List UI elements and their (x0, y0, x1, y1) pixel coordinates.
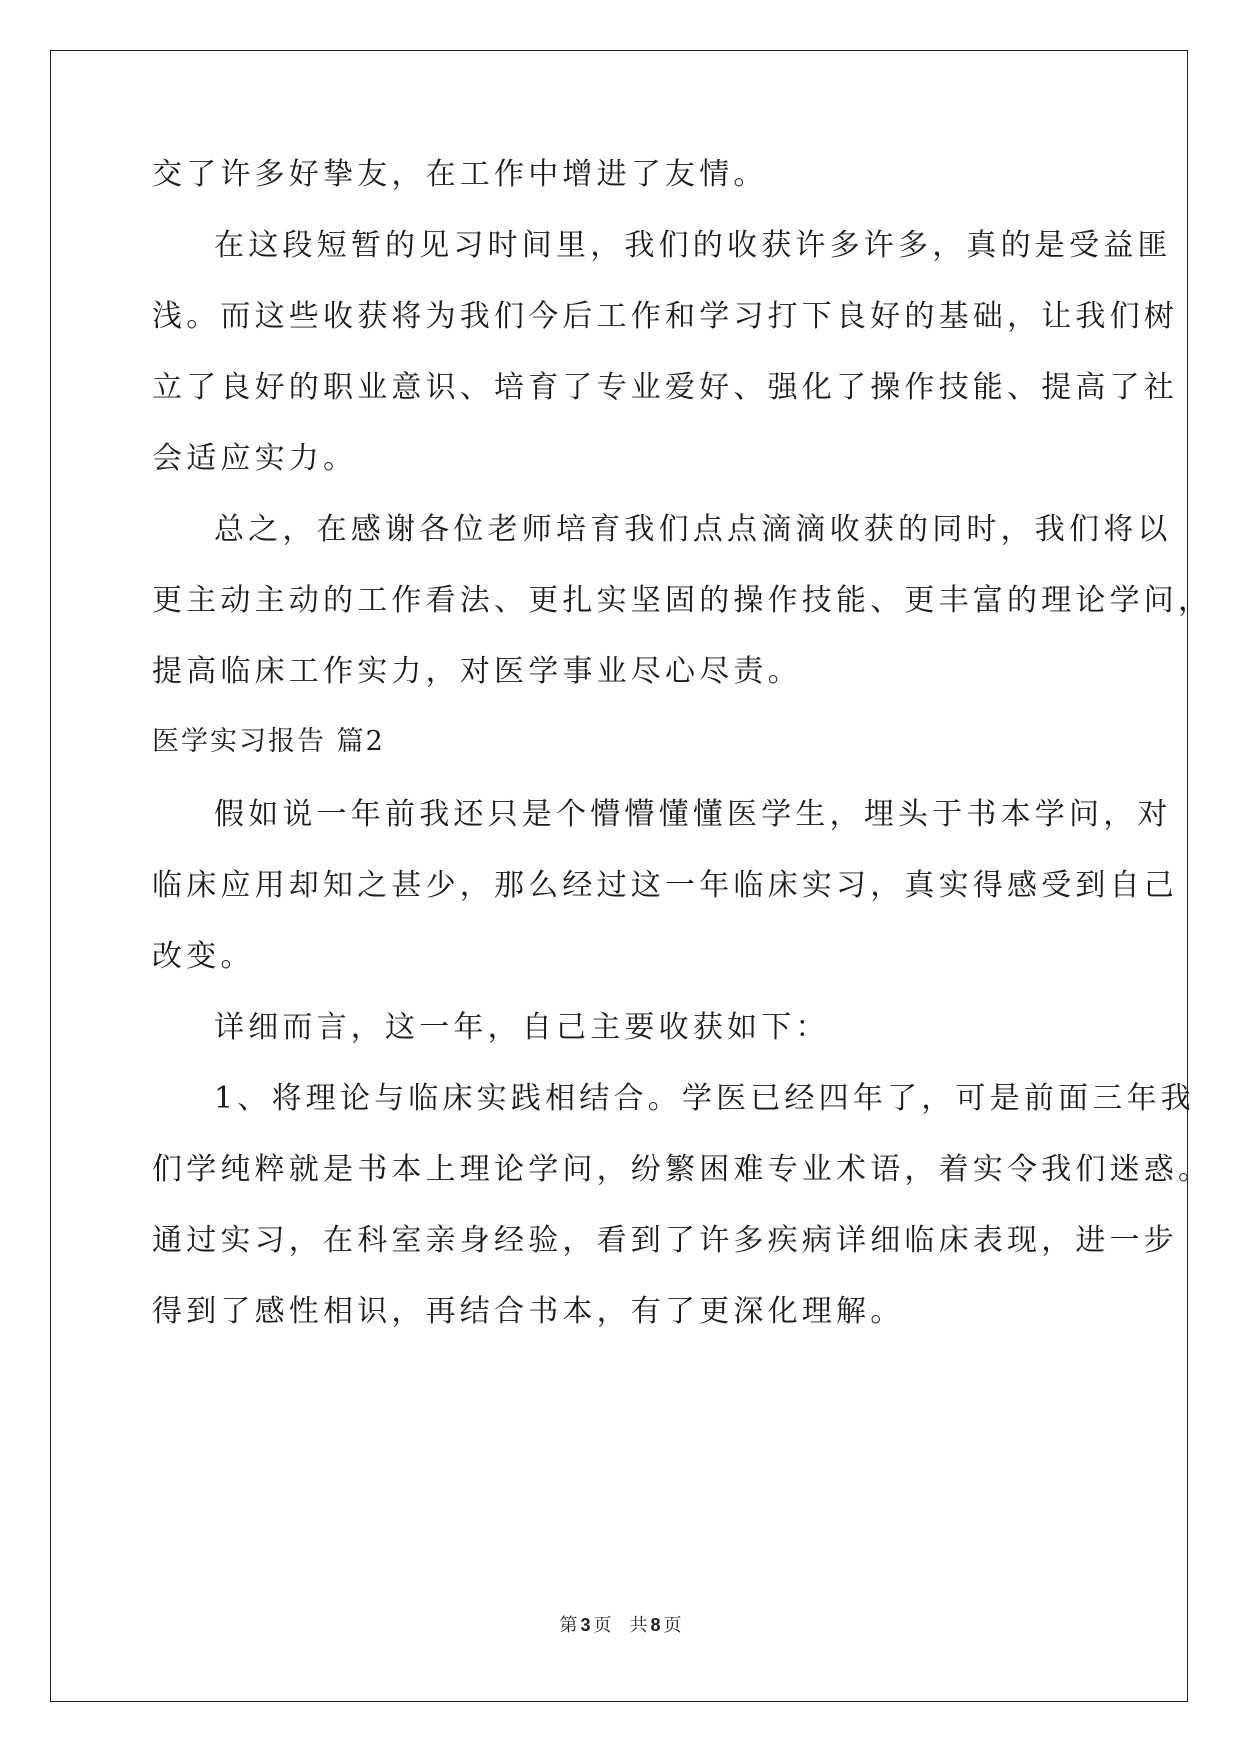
footer-prefix: 第 (559, 1615, 578, 1636)
text-line: 假如说一年前我还只是个懵懵懂懂医学生，埋头于书本学问，对 (214, 797, 1172, 832)
text-line: 更主动主动的工作看法、更扎实坚固的操作技能、更丰富的理论学问， (152, 583, 1213, 618)
footer-mid: 页 共 (593, 1615, 648, 1636)
footer-suffix: 页 (663, 1615, 682, 1636)
text-line: 详细而言，这一年，自己主要收获如下： (214, 1010, 830, 1045)
text-line: 会适应实力。 (152, 441, 358, 476)
page-footer (0, 1613, 1241, 1638)
text-line: 交了许多好挚友，在工作中增进了友情。 (152, 157, 768, 192)
text-line: 提高临床工作实力，对医学事业尽心尽责。 (152, 654, 802, 689)
text-line: 通过实习，在科室亲身经验，看到了许多疾病详细临床表现，进一步 (152, 1223, 1178, 1258)
text-line: 1、将理论与临床实践相结合。学医已经四年了，可是前面三年我 (214, 1081, 1195, 1116)
text-line: 改变。 (152, 939, 255, 974)
text-line: 得到了感性相识，再结合书本，有了更深化理解。 (152, 1294, 905, 1329)
section-heading: 医学实习报告 篇2 (152, 726, 385, 757)
text-line: 总之，在感谢各位老师培育我们点点滴滴收获的同时，我们将以 (214, 512, 1172, 547)
current-page-number: 3 (580, 1615, 591, 1635)
total-page-number: 8 (650, 1615, 661, 1635)
text-line: 在这段短暂的见习时间里，我们的收获许多许多，真的是受益匪 (214, 228, 1172, 263)
text-line: 临床应用却知之甚少，那么经过这一年临床实习，真实得感受到自己 (152, 868, 1178, 903)
text-line: 立了良好的职业意识、培育了专业爱好、强化了操作技能、提高了社 (152, 370, 1178, 405)
text-line: 浅。而这些收获将为我们今后工作和学习打下良好的基础，让我们树 (152, 299, 1178, 334)
text-line: 们学纯粹就是书本上理论学问，纷繁困难专业术语，着实令我们迷惑。 (152, 1152, 1213, 1187)
